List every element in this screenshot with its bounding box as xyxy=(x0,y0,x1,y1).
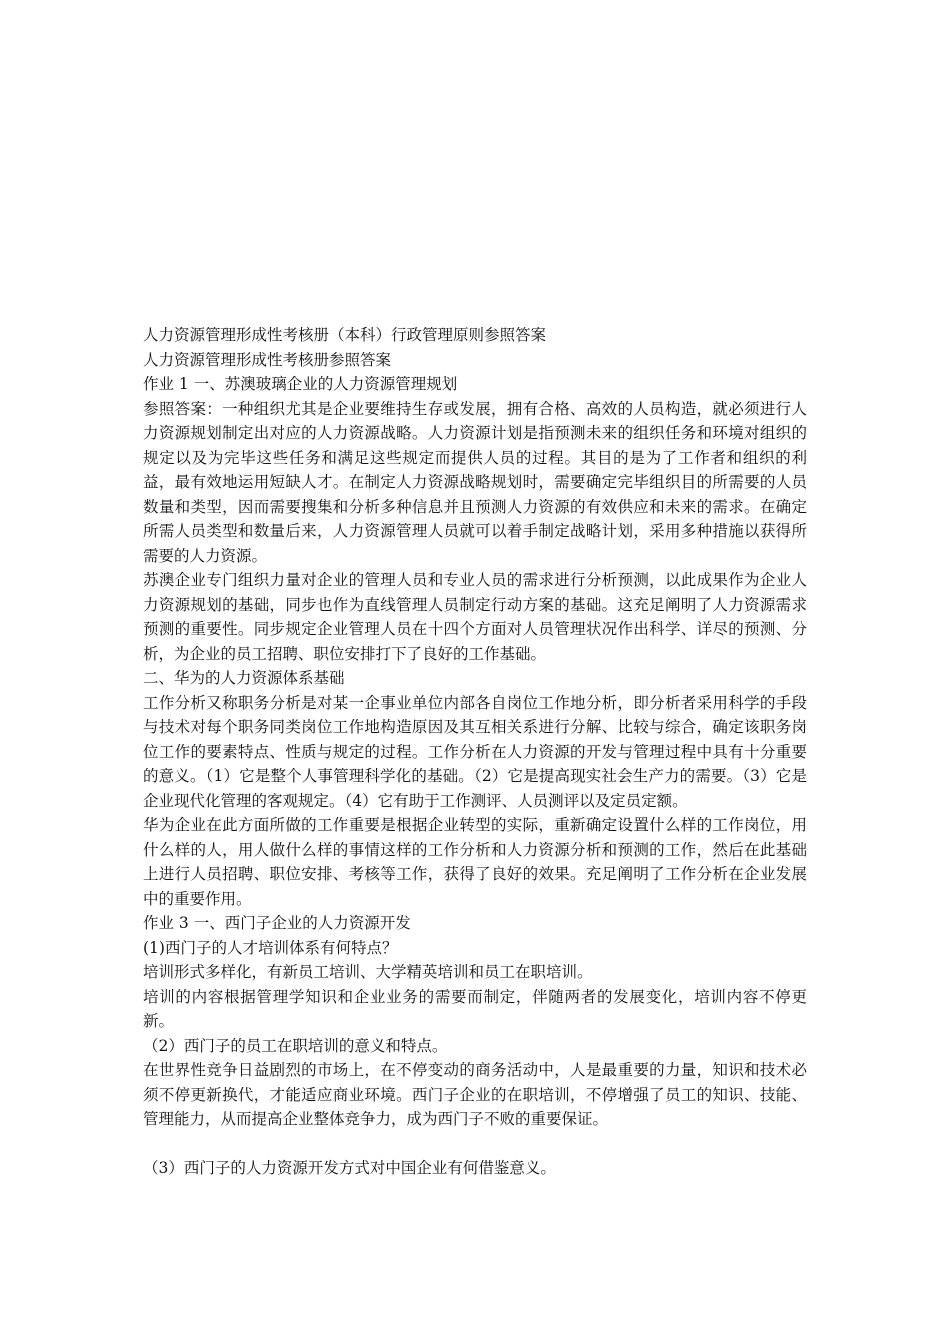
blank-line xyxy=(143,1132,807,1157)
question-heading: （3）西门子的人力资源开发方式对中国企业有何借鉴意义。 xyxy=(143,1159,556,1177)
section-heading: 二、华为的人力资源体系基础 xyxy=(143,669,345,687)
question-heading: （2）西门子的员工在职培训的意义和特点。 xyxy=(143,1036,448,1055)
question-heading: (1)西门子的人才培训体系有何特点？ xyxy=(143,938,398,957)
section-heading: 作业 1 一、苏澳玻璃企业的人力资源管理规划 xyxy=(143,375,458,393)
body-paragraph: 华为企业在此方面所做的工作重要是根据企业转型的实际，重新确定设置什么样的工作岗位，用什么样的人，用人做什么样的事情这样的工作分析和人力资源分析和预测的工作，然后在此基础上进行人员招聘、职位安排、考核等工作，获得了良好的效果。充足阐明了工作分析在企业发展中的重要作用。 xyxy=(143,816,807,908)
body-paragraph: 苏澳企业专门组织力量对企业的管理人员和专业人员的需求进行分析预测，以此成果作为企业人力资源规划的基础，同步也作为直线管理人员制定行动方案的基础。这充足阐明了人力资源需求预测的重要性。同步规定企业管理人员在十四个方面对人员管理状况作出科学、详尽的预测、分析，为企业的员工招聘、职位安排打下了良好的工作基础。 xyxy=(143,571,807,663)
body-paragraph: 参照答案：一种组织尤其是企业要维持生存或发展，拥有合格、高效的人员构造，就必须进行人力资源规划制定出对应的人力资源战略。人力资源计划是指预测未来的组织任务和环境对组织的规定以及为完毕这些任务和满足这些规定而提供人员的过程。其目的是为了工作者和组织的利益，最有效地运用短缺人才。在制定人力资源战略规划时，需要确定完毕组织目的所需要的人员数量和类型，因而需要搜集和分析多种信息并且预测人力资源的有效供应和未来的需求。在确定所需人员类型和数量后来，人力资源管理人员就可以着手制定战略计划，采用多种措施以获得所需要的人力资源。 xyxy=(143,399,807,565)
body-paragraph: 工作分析又称职务分析是对某一企事业单位内部各自岗位工作地分析，即分析者采用科学的手段与技术对每个职务同类岗位工作地构造原因及其互相关系进行分解、比较与综合，确定该职务岗位工作的要素特点、性质与规定的过程。工作分析在人力资源的开发与管理过程中具有十分重要的意义。（1）它是整个人事管理科学化的基础。（2）它是提高现实社会生产力的需要。（3）它是企业现代化管理的客观规定。（4）它有助于工作测评、人员测评以及定员定额。 xyxy=(143,693,807,810)
document-subtitle: 人力资源管理形成性考核册参照答案 xyxy=(143,350,392,369)
document-title: 人力资源管理形成性考核册（本科）行政管理原则参照答案 xyxy=(143,326,547,344)
body-paragraph: 在世界性竞争日益剧烈的市场上，在不停变动的商务活动中，人是最重要的力量，知识和技术必须不停更新换代，才能适应商业环境。西门子企业的在职培训，不停增强了员工的知识、技能、管理能力，从而提高企业整体竞争力，成为西门子不败的重要保证。 xyxy=(143,1061,807,1128)
body-paragraph: 培训形式多样化，有新员工培训、大学精英培训和员工在职培训。 xyxy=(143,963,593,981)
section-heading: 作业 3 一、西门子企业的人力资源开发 xyxy=(143,914,411,932)
body-paragraph: 培训的内容根据管理学知识和企业业务的需要而制定，伴随两者的发展变化，培训内容不停更新。 xyxy=(143,987,807,1030)
document-body xyxy=(143,323,807,1181)
